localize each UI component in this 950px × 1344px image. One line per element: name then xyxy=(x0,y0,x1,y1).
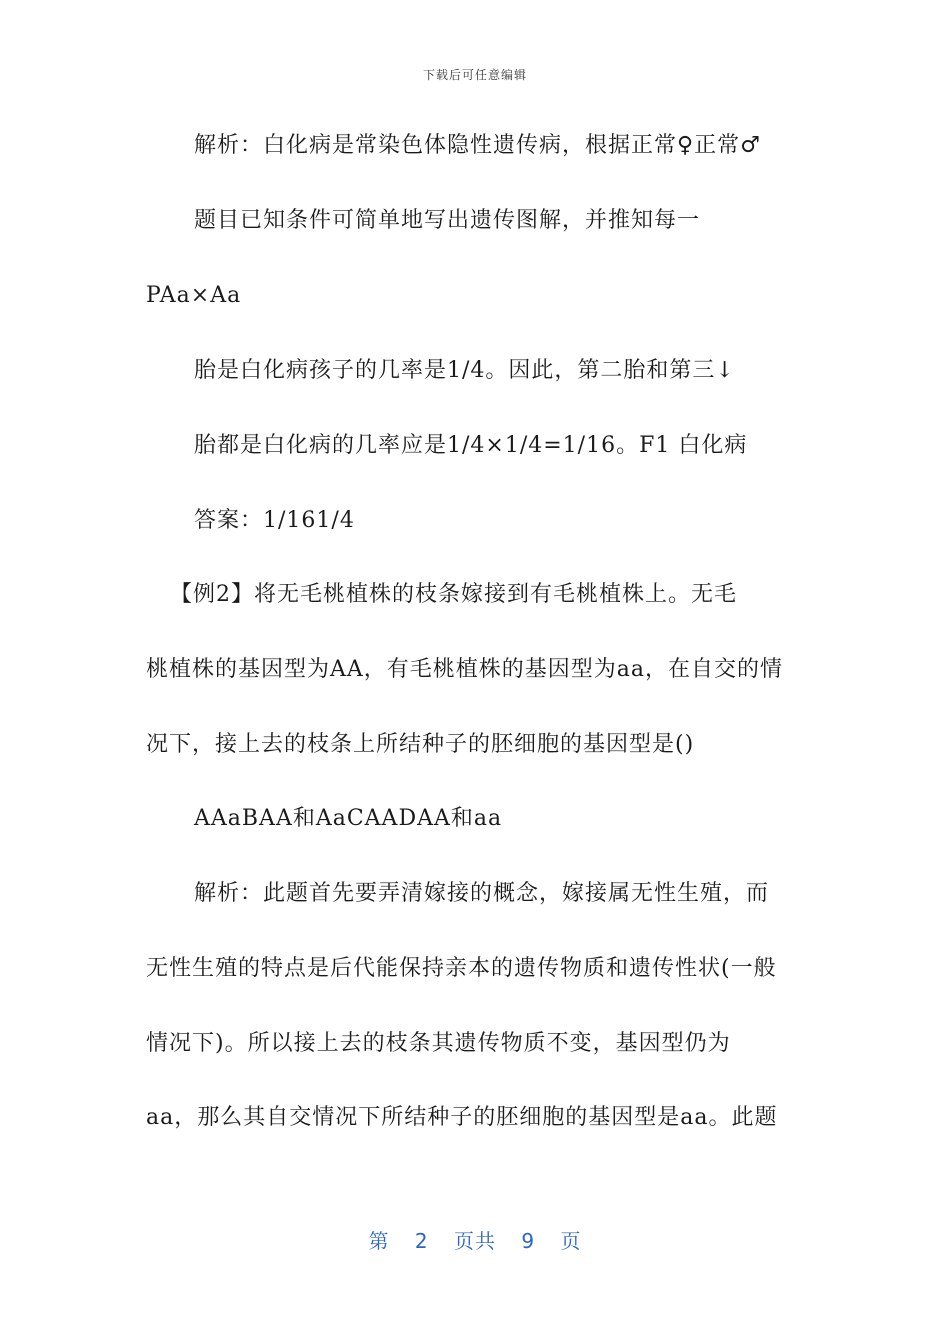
footer-middle: 页共 xyxy=(454,1229,496,1253)
example-heading-line: 【例2】将无毛桃植株的枝条嫁接到有毛桃植株上。无毛 xyxy=(170,582,737,607)
footer-suffix: 页 xyxy=(560,1229,582,1253)
paragraph-line: 胎都是白化病的几率应是1/4×1/4=1/16。F1 白化病 xyxy=(194,433,748,458)
paragraph-line: 桃植株的基因型为AA，有毛桃植株的基因型为aa，在自交的情 xyxy=(146,657,784,682)
page-footer xyxy=(0,1225,950,1254)
footer-prefix: 第 xyxy=(368,1229,390,1253)
paragraph-line: 胎是白化病孩子的几率是1/4。因此，第二胎和第三↓ xyxy=(194,358,735,383)
total-page-number: 9 xyxy=(521,1229,536,1253)
paragraph-line: 题目已知条件可简单地写出遗传图解，并推知每一 xyxy=(194,208,701,233)
paragraph-line: 解析：此题首先要弄清嫁接的概念，嫁接属无性生殖，而 xyxy=(194,881,770,906)
paragraph-line: 情况下)。所以接上去的枝条其遗传物质不变，基因型仍为 xyxy=(146,1031,731,1056)
paragraph-line: 解析：白化病是常染色体隐性遗传病，根据正常♀正常♂ xyxy=(194,133,761,158)
answer-line: 答案：1/161/4 xyxy=(194,508,355,533)
paragraph-line: PAa×Aa xyxy=(146,283,242,308)
paragraph-line: aa，那么其自交情况下所结种子的胚细胞的基因型是aa。此题 xyxy=(146,1105,778,1130)
paragraph-line: 况下，接上去的枝条上所结种子的胚细胞的基因型是() xyxy=(146,732,695,757)
current-page-number: 2 xyxy=(414,1229,429,1253)
options-line: AAaBAA和AaCAADAA和aa xyxy=(194,806,503,831)
header-note: 下载后可任意编辑 xyxy=(422,68,527,82)
paragraph-line: 无性生殖的特点是后代能保持亲本的遗传物质和遗传性状(一般 xyxy=(146,956,777,981)
